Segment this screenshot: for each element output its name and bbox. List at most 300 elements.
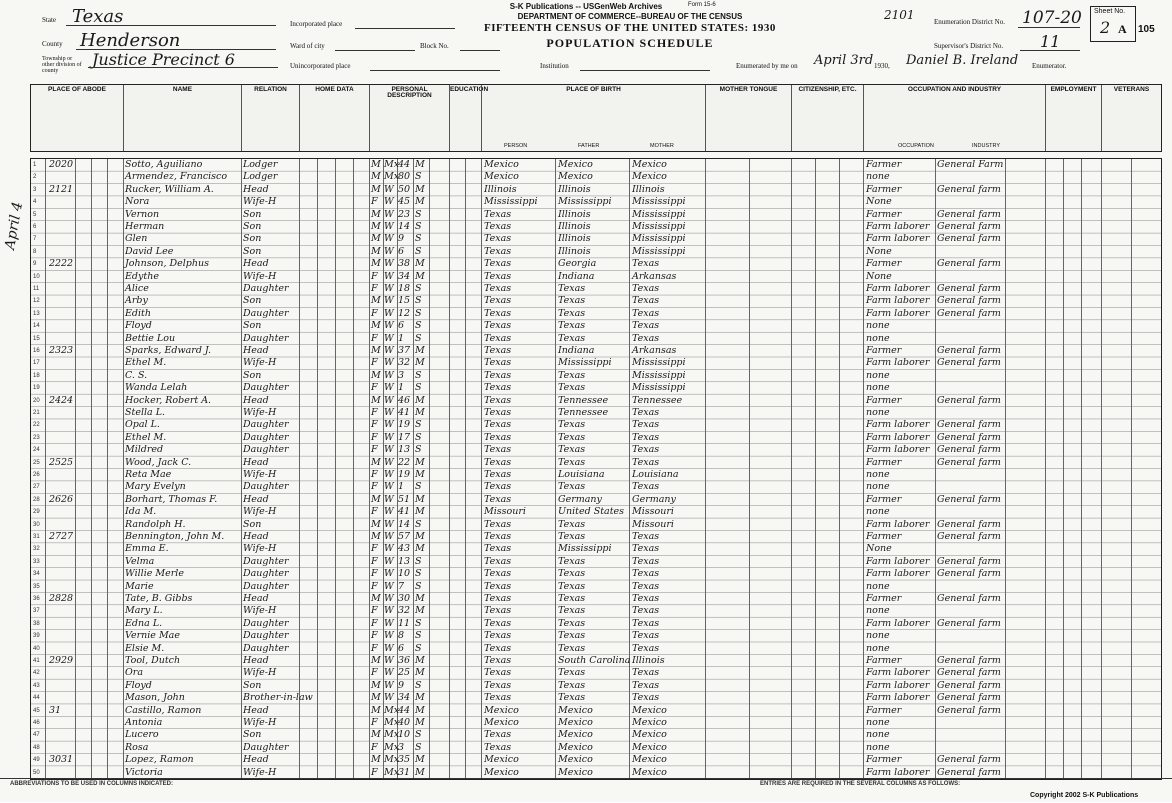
cell-occ: Farm laborer	[866, 766, 930, 778]
table-row	[31, 457, 1161, 469]
cell-sex: F	[371, 543, 378, 555]
cell-ind: General farm	[937, 704, 1001, 716]
cell-mother: Texas	[632, 431, 660, 443]
cell-rel: Head	[243, 531, 269, 542]
col-personal-description: PERSONAL DESCRIPTION	[369, 85, 449, 151]
cell-race: W	[384, 183, 394, 195]
cell-name: Rucker, William A.	[125, 183, 214, 195]
cell-birth: Texas	[484, 345, 512, 356]
cell-age: 6	[398, 320, 405, 332]
cell-race: W	[384, 196, 394, 208]
cell-age: 37	[398, 345, 411, 356]
cell-sex: F	[371, 741, 378, 753]
table-row	[31, 481, 1161, 493]
cell-race: W	[384, 444, 394, 456]
cell-mar: M	[415, 754, 425, 766]
cell-father: Mexico	[558, 754, 593, 766]
table-row	[31, 196, 1161, 208]
cell-age: 40	[398, 717, 411, 728]
cell-race: Mx	[384, 717, 400, 728]
cell-age: 38	[398, 258, 411, 270]
cell-age: 34	[398, 270, 411, 282]
row-number: 50	[33, 769, 40, 776]
cell-age: 11	[398, 617, 411, 629]
table-row	[31, 159, 1161, 171]
cell-occ: none	[866, 580, 890, 592]
footer-entries: ENTRIES ARE REQUIRED IN THE SEVERAL COLUMNS AS FOLLOWS:	[760, 781, 961, 787]
cell-age: 3	[398, 741, 405, 753]
row-number: 6	[33, 224, 37, 230]
cell-occ: none	[866, 407, 890, 418]
cell-race: W	[384, 208, 394, 220]
cell-race: Mx	[384, 741, 400, 753]
cell-sex: F	[371, 555, 378, 567]
row-number: 36	[33, 596, 40, 602]
cell-ind: General farm	[937, 692, 1001, 704]
schedule-title: POPULATION SCHEDULE	[546, 36, 714, 50]
cell-occ: Farmer	[866, 258, 902, 270]
cell-father: Germany	[558, 493, 602, 505]
ward-label: Ward of city	[290, 42, 325, 50]
enumerated-date: April 3rd	[814, 53, 874, 68]
cell-rel: Son	[243, 518, 262, 530]
cell-name: Wanda Lelah	[125, 382, 188, 394]
cell-mar: M	[415, 704, 425, 716]
cell-father: United States	[558, 506, 625, 518]
cell-fam: 23	[61, 345, 74, 356]
cell-sex: F	[371, 382, 378, 394]
incorporated-label: Incorporated place	[290, 20, 343, 28]
cell-mother: Texas	[632, 419, 660, 431]
row-number: 16	[33, 348, 40, 354]
cell-sex: M	[371, 320, 381, 332]
cell-name: Mary Evelyn	[125, 481, 186, 493]
cell-birth: Mexico	[484, 754, 519, 766]
cell-ind: General farm	[937, 345, 1001, 356]
cell-age: 23	[398, 208, 411, 220]
cell-birth: Texas	[484, 692, 512, 704]
cell-name: Opal L.	[125, 419, 160, 431]
cell-mar: M	[415, 531, 425, 542]
cell-sex: M	[371, 493, 381, 505]
cell-name: Lopez, Ramon	[125, 754, 194, 766]
cell-race: W	[384, 382, 394, 394]
cell-birth: Texas	[484, 245, 512, 257]
cell-sex: M	[371, 679, 381, 691]
cell-age: 35	[398, 754, 411, 766]
cell-race: W	[384, 283, 394, 294]
cell-rel: Wife-H	[243, 270, 277, 282]
cell-race: W	[384, 605, 394, 617]
cell-mother: Mexico	[632, 171, 667, 183]
cell-occ: Farm laborer	[866, 679, 930, 691]
cell-father: Tennessee	[558, 407, 609, 418]
cell-mar: S	[415, 233, 422, 245]
cell-mother: Texas	[632, 531, 660, 542]
cell-ind: General farm	[937, 679, 1001, 691]
cell-rel: Head	[243, 394, 269, 406]
table-row	[31, 605, 1161, 617]
cell-mar: S	[415, 295, 422, 307]
cell-age: 8	[398, 630, 405, 642]
cell-father: Illinois	[558, 221, 591, 232]
row-number: 40	[33, 645, 40, 652]
cell-ind: General farm	[937, 444, 1001, 456]
cell-ind: General farm	[937, 431, 1001, 443]
cell-rel: Head	[243, 183, 269, 195]
cell-fam: 21	[61, 183, 74, 195]
cell-occ: none	[866, 630, 890, 642]
state-value: Texas	[72, 6, 124, 27]
cell-mar: S	[415, 221, 422, 232]
cell-mother: Texas	[632, 320, 660, 332]
cell-birth: Texas	[484, 543, 512, 555]
cell-mar: M	[415, 258, 425, 270]
cell-occ: none	[866, 320, 890, 332]
table-row	[31, 258, 1161, 270]
county-value: Henderson	[80, 30, 181, 51]
cell-mother: Mexico	[632, 729, 667, 741]
cell-sex: M	[371, 221, 381, 232]
census-title: FIFTEENTH CENSUS OF THE UNITED STATES: 1930	[484, 22, 776, 34]
row-number: 12	[33, 298, 40, 305]
cell-birth: Texas	[484, 456, 512, 468]
cell-rel: Wife-H	[243, 506, 277, 518]
table-row	[31, 680, 1161, 692]
cell-rel: Head	[243, 493, 269, 505]
cell-age: 18	[398, 283, 411, 294]
cell-father: Illinois	[558, 183, 591, 195]
row-number: 45	[33, 707, 40, 714]
cell-rel: Wife-H	[243, 605, 277, 617]
enumerated-label: Enumerated by me on	[736, 62, 798, 70]
row-number: 31	[33, 534, 40, 540]
cell-occ: Farmer	[866, 159, 902, 170]
cell-father: South Carolina	[558, 655, 631, 666]
cell-race: W	[384, 307, 394, 319]
cell-rel: Son	[243, 221, 262, 232]
table-row	[31, 519, 1161, 531]
cell-age: 50	[398, 183, 411, 195]
cell-mother: Texas	[632, 407, 660, 418]
cell-mother: Mississippi	[632, 369, 686, 381]
row-number: 2	[33, 174, 37, 181]
cell-occ: Farmer	[866, 655, 902, 666]
cell-name: Randolph H.	[125, 518, 186, 530]
cell-age: 30	[398, 593, 411, 604]
cell-birth: Texas	[484, 208, 512, 220]
cell-mar: M	[415, 183, 425, 195]
cell-age: 19	[398, 469, 411, 480]
cell-birth: Texas	[484, 493, 512, 505]
cell-mother: Tennessee	[632, 394, 683, 406]
cell-occ: Farm laborer	[866, 283, 930, 294]
row-number: 5	[33, 211, 37, 218]
cell-rel: Wife-H	[243, 766, 277, 778]
industry-head: INDUSTRY	[972, 143, 1001, 149]
cell-rel: Head	[243, 704, 269, 716]
institution-label: Institution	[540, 62, 569, 70]
cell-birth: Texas	[484, 580, 512, 592]
cell-rel: Head	[243, 345, 269, 356]
table-row	[31, 345, 1161, 357]
col-veterans: VETERANS	[1101, 85, 1161, 151]
cell-rel: Son	[243, 233, 262, 245]
cell-birth: Texas	[484, 667, 512, 679]
cell-dw: 23	[49, 345, 62, 356]
table-row	[31, 667, 1161, 679]
cell-fam: 27	[61, 531, 74, 542]
cell-rel: Head	[243, 258, 269, 270]
cell-name: Mary L.	[125, 605, 163, 617]
table-row	[31, 395, 1161, 407]
cell-rel: Daughter	[243, 283, 289, 294]
cell-mother: Texas	[632, 692, 660, 704]
cell-age: 25	[398, 667, 411, 679]
cell-rel: Head	[243, 456, 269, 468]
table-row	[31, 754, 1161, 766]
table-row	[31, 531, 1161, 543]
cell-mar: S	[415, 568, 422, 580]
cell-mother: Texas	[632, 580, 660, 592]
cell-name: Borhart, Thomas F.	[125, 493, 218, 505]
cell-age: 9	[398, 233, 405, 245]
cell-father: Mexico	[558, 729, 593, 741]
cell-sex: M	[371, 369, 381, 381]
cell-occ: Farmer	[866, 531, 902, 542]
col-place-of-abode: PLACE OF ABODE	[48, 86, 106, 93]
cell-fam: 26	[61, 493, 74, 505]
cell-mar: M	[415, 543, 425, 555]
cell-birth: Texas	[484, 221, 512, 232]
sheet-label: Sheet No.	[1094, 8, 1126, 15]
cell-rel: Daughter	[243, 642, 289, 654]
row-number: 44	[33, 695, 40, 702]
cell-age: 10	[398, 568, 411, 580]
cell-ind: General farm	[937, 258, 1001, 270]
cell-father: Mississippi	[558, 357, 612, 369]
cell-birth: Texas	[484, 382, 512, 394]
cell-age: 51	[398, 493, 411, 505]
row-number: 18	[33, 372, 40, 379]
cell-age: 45	[398, 196, 411, 208]
row-number: 25	[33, 459, 40, 466]
enumerator-name: Daniel B. Ireland	[906, 53, 1019, 68]
cell-occ: Farm laborer	[866, 692, 930, 704]
row-number: 38	[33, 620, 40, 627]
cell-race: W	[384, 345, 394, 356]
footer	[0, 778, 1172, 803]
row-number: 24	[33, 447, 40, 454]
cell-mother: Texas	[632, 593, 660, 604]
cell-birth: Texas	[484, 320, 512, 332]
cell-name: Glen	[125, 233, 148, 245]
cell-name: Ida M.	[125, 506, 157, 518]
cell-mar: S	[415, 729, 422, 741]
state-label: State	[42, 16, 56, 24]
banner: S-K Publications -- USGenWeb Archives	[509, 2, 663, 11]
cell-age: 13	[398, 444, 411, 456]
cell-occ: none	[866, 605, 890, 617]
cell-race: W	[384, 506, 394, 518]
cell-birth: Texas	[484, 233, 512, 245]
cell-ind: General farm	[937, 531, 1001, 542]
cell-mar: M	[415, 692, 425, 704]
cell-father: Texas	[558, 605, 586, 617]
cell-father: Indiana	[558, 270, 595, 282]
cell-mar: S	[415, 332, 422, 344]
cell-mother: Illinois	[632, 655, 665, 666]
cell-name: C. S.	[125, 369, 148, 381]
cell-name: Mason, John	[125, 692, 185, 704]
cell-ind: General farm	[937, 233, 1001, 245]
cell-mar: S	[415, 555, 422, 567]
cell-mother: Mexico	[632, 159, 667, 170]
cell-occ: none	[866, 729, 890, 741]
table-row	[31, 643, 1161, 655]
cell-fam: 31	[61, 754, 74, 766]
cell-occ: Farm laborer	[866, 444, 930, 456]
cell-name: Ora	[125, 667, 143, 679]
cell-father: Texas	[558, 642, 586, 654]
cell-race: W	[384, 642, 394, 654]
cell-occ: Farm laborer	[866, 419, 930, 431]
cell-dw: 26	[49, 493, 62, 505]
cell-race: W	[384, 617, 394, 629]
cell-race: W	[384, 531, 394, 542]
cell-name: Edythe	[125, 270, 159, 282]
cell-race: W	[384, 518, 394, 530]
cell-name: Velma	[125, 555, 155, 567]
cell-birth: Texas	[484, 258, 512, 270]
cell-rel: Wife-H	[243, 717, 277, 728]
cell-race: W	[384, 568, 394, 580]
cell-name: Lucero	[125, 729, 159, 741]
row-number: 33	[33, 558, 40, 565]
cell-ind: General farm	[937, 283, 1001, 294]
cell-occ: None	[866, 270, 892, 282]
cell-race: Mx	[384, 729, 400, 741]
cell-sex: F	[371, 469, 378, 480]
cell-race: W	[384, 667, 394, 679]
cell-dw: 28	[49, 593, 62, 604]
table-row	[31, 494, 1161, 506]
cell-race: W	[384, 692, 394, 704]
row-number: 27	[33, 484, 40, 491]
cell-sex: F	[371, 332, 378, 344]
cell-mar: S	[415, 518, 422, 530]
cell-race: W	[384, 543, 394, 555]
cell-mar: M	[415, 345, 425, 356]
cell-father: Texas	[558, 531, 586, 542]
cell-name: Bennington, John M.	[125, 531, 225, 542]
cell-mother: Arkansas	[632, 345, 677, 356]
cell-sex: F	[371, 580, 378, 592]
birth-father-head: FATHER	[578, 143, 600, 149]
cell-mother: Texas	[632, 543, 660, 555]
cell-mother: Missouri	[632, 506, 674, 518]
margin-note: April 4	[2, 200, 27, 251]
table-row	[31, 469, 1161, 481]
cell-father: Texas	[558, 419, 586, 431]
cell-birth: Texas	[484, 481, 512, 493]
row-number: 29	[33, 509, 40, 516]
table-row	[31, 556, 1161, 568]
cell-sex: F	[371, 630, 378, 642]
row-number: 4	[33, 199, 37, 206]
cell-mother: Texas	[632, 617, 660, 629]
cell-occ: Farm laborer	[866, 357, 930, 369]
cell-father: Mississippi	[558, 543, 612, 555]
cell-rel: Brother-in-law	[243, 692, 313, 704]
cell-birth: Texas	[484, 642, 512, 654]
cell-fam: 28	[61, 593, 74, 604]
cell-rel: Son	[243, 729, 262, 741]
cell-sex: M	[371, 171, 381, 183]
cell-father: Georgia	[558, 258, 597, 270]
cell-race: W	[384, 295, 394, 307]
cell-fam: 29	[61, 655, 74, 666]
township-value: Justice Precinct 6	[92, 50, 235, 69]
cell-father: Texas	[558, 382, 586, 394]
cell-birth: Texas	[484, 357, 512, 369]
cell-rel: Daughter	[243, 568, 289, 580]
cell-occ: None	[866, 543, 892, 555]
cell-age: 44	[398, 704, 411, 716]
cell-mar: M	[415, 270, 425, 282]
cell-fam: 20	[61, 159, 74, 170]
cell-birth: Missouri	[484, 506, 526, 518]
cell-father: Texas	[558, 593, 586, 604]
birth-person-head: PERSON	[504, 143, 528, 149]
table-row	[31, 333, 1161, 345]
occupation-head: OCCUPATION	[898, 143, 934, 149]
cell-mother: Texas	[632, 332, 660, 344]
row-number: 48	[33, 744, 40, 751]
cell-mother: Arkansas	[632, 270, 677, 282]
cell-ind: General farm	[937, 555, 1001, 567]
cell-name: Sparks, Edward J.	[125, 345, 212, 356]
cell-mar: M	[415, 456, 425, 468]
cell-ind: General farm	[937, 518, 1001, 530]
cell-occ: None	[866, 245, 892, 257]
cell-name: Nora	[125, 196, 150, 208]
cell-occ: none	[866, 506, 890, 518]
cell-father: Texas	[558, 555, 586, 567]
cell-race: W	[384, 258, 394, 270]
cell-mar: M	[415, 357, 425, 369]
cell-ind: General farm	[937, 419, 1001, 431]
cell-race: W	[384, 580, 394, 592]
cell-sex: M	[371, 345, 381, 356]
cell-sex: F	[371, 642, 378, 654]
cell-occ: None	[866, 196, 892, 208]
cell-ind: General farm	[937, 493, 1001, 505]
row-number: 42	[33, 670, 40, 677]
cell-ind: General farm	[937, 183, 1001, 195]
sheet-number: 2	[1100, 18, 1111, 37]
cell-mother: Mexico	[632, 741, 667, 753]
cell-mother: Texas	[632, 679, 660, 691]
table-row	[31, 506, 1161, 518]
cell-father: Texas	[558, 617, 586, 629]
row-number: 7	[33, 236, 37, 243]
cell-name: Antonia	[125, 717, 163, 728]
cell-mother: Texas	[632, 568, 660, 580]
cell-sex: M	[371, 258, 381, 270]
cell-sex: M	[371, 531, 381, 542]
cell-birth: Texas	[484, 605, 512, 617]
